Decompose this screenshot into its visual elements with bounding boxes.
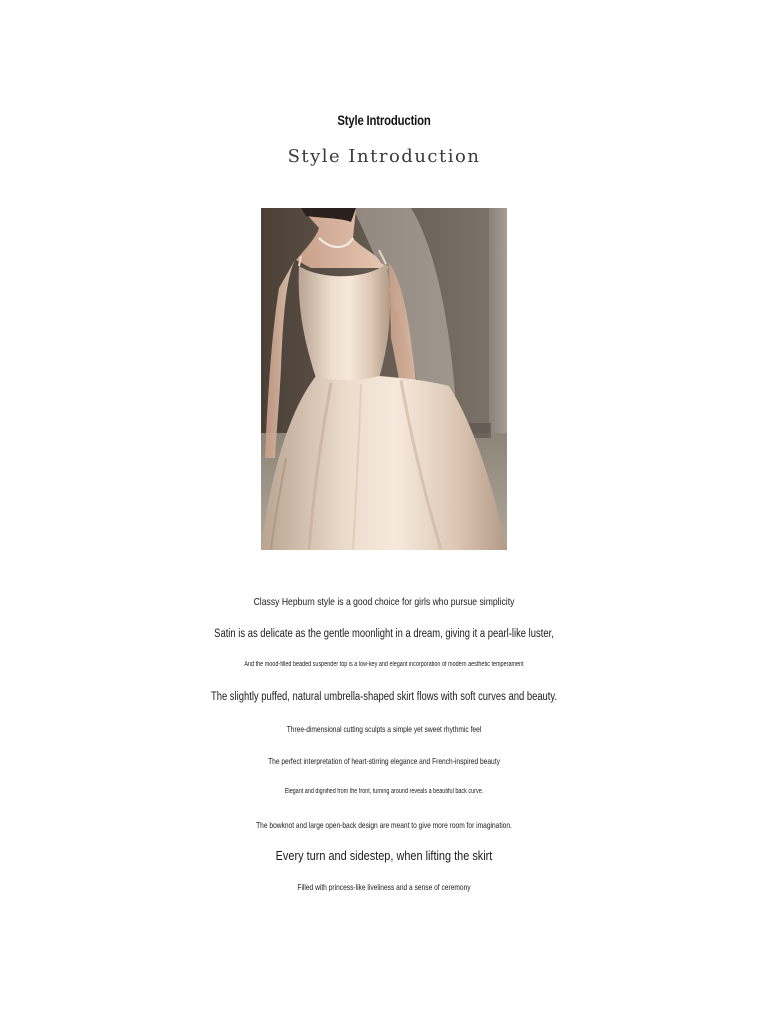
description-line-3: And the mood-filled beaded suspender top is a low-key and elegant incorporation of modern aesthetic temperament: [244, 661, 524, 668]
description-line-6: The perfect interpretation of heart-stirring elegance and French-inspired beauty: [268, 756, 500, 766]
section-title: Style Introduction: [337, 113, 431, 128]
section-subtitle: Style Introduction: [287, 146, 481, 167]
description-line-1: Classy Hepburn style is a good choice for girls who pursue simplicity: [253, 596, 515, 608]
description-line-7: Elegant and dignified from the front, turning around reveals a beautiful back curve.: [284, 788, 484, 795]
description-line-4: The slightly puffed, natural umbrella-shaped skirt flows with soft curves and beauty.: [210, 691, 558, 703]
product-photo: [261, 208, 507, 550]
description-line-10: Filled with princess-like liveliness and a sense of ceremony: [297, 882, 471, 892]
description-line-9: Every turn and sidestep, when lifting the skirt: [275, 848, 493, 863]
description-line-2: Satin is as delicate as the gentle moonlight in a dream, giving it a pearl-like luster,: [214, 628, 554, 640]
description-line-5: Three-dimensional cutting sculpts a simple yet sweet rhythmic feel: [286, 724, 482, 734]
description-line-8: The bowknot and large open-back design are meant to give more room for imagination.: [256, 820, 512, 830]
